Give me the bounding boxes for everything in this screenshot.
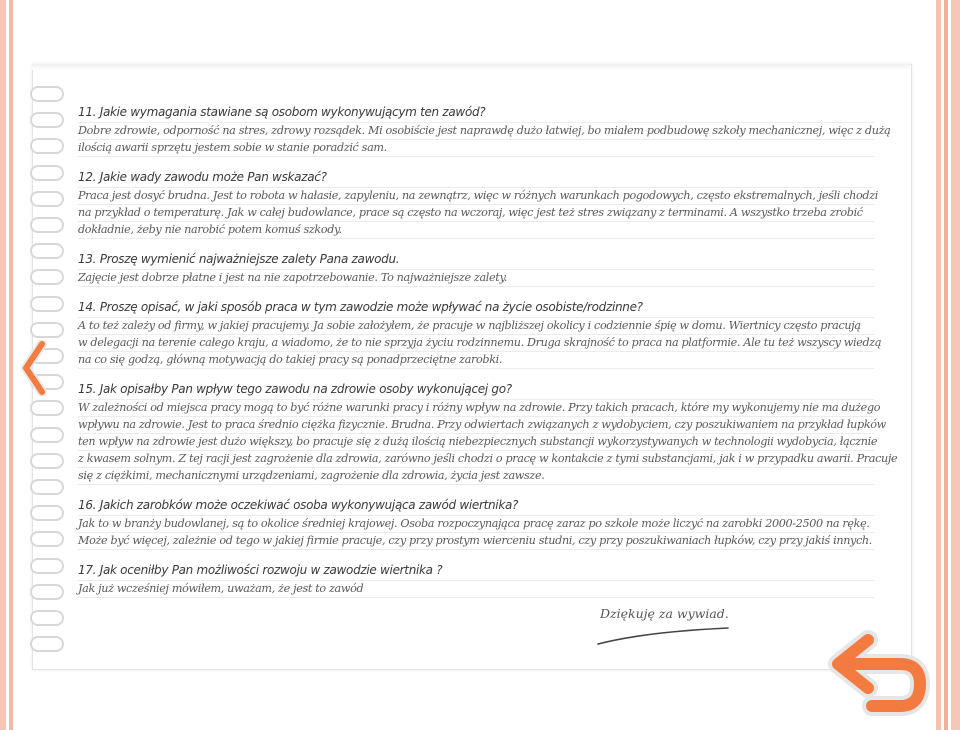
question-text: 17. Jak oceniłby Pan możliwości rozwoju w zawodzie wiertnika ? — [78, 562, 874, 581]
question-text: 11. Jakie wymagania stawiane są osobom wykonywującym ten zawód? — [78, 104, 874, 123]
answer-line: dokładnie, żeby nie narobić potem komuś szkody. — [78, 222, 874, 239]
answer-line: Jak to w branży budowlanej, są to okolice średniej krajowej. Osoba rozpoczynająca pracę zaraz po szkole może liczyć na zarobki 2000-2500 na rękę. — [78, 516, 874, 533]
closing-text: Dziękuję za wywiad. — [600, 606, 729, 621]
spiral-ring — [30, 636, 64, 652]
answer-text — [78, 188, 878, 239]
question-text: 12. Jakie wady zawodu może Pan wskazać? — [78, 169, 874, 188]
spiral-ring — [30, 112, 64, 128]
answer-line: W zależności od miejsca pracy mogą to być różne warunki pracy i różny wpływ na zdrowie. Przy takich pracach, które my wykonujemy nie ma dużego — [78, 400, 874, 417]
spiral-ring — [30, 584, 64, 600]
spiral-ring — [30, 610, 64, 626]
answer-line: na przykład o temperaturę. Jak w całej budowlance, prace są często na wczoraj, więc jest też stres związany z terminami. A wszystko trzeba zrobić — [78, 205, 874, 222]
spiral-ring — [30, 269, 64, 285]
left-decor-strip — [0, 0, 16, 730]
qa-block — [78, 104, 891, 157]
answer-text — [78, 318, 882, 369]
answer-line: Zajęcie jest dobrze płatne i jest na nie zapotrzebowanie. To najważniejsze zalety. — [78, 270, 874, 287]
spiral-ring — [30, 243, 64, 259]
qa-block — [78, 562, 874, 598]
qa-block — [78, 381, 898, 485]
qa-block — [78, 497, 874, 550]
answer-line: na co się godzą, główną motywacją do takiej pracy są ponadprzeciętne zarobki. — [78, 352, 874, 369]
answer-line: ilością awarii sprzętu jestem sobie w stanie poradzić sam. — [78, 140, 874, 157]
answer-text — [78, 581, 874, 598]
answer-text — [78, 400, 898, 485]
answer-line: A to też zależy od firmy, w jakiej pracujemy. Ja sobie założyłem, że pracuje w najbliższej okolicy i codziennie śpię w domu. Wiertnicy często pracują — [78, 318, 874, 335]
spiral-ring — [30, 400, 64, 416]
answer-text — [78, 270, 874, 287]
answer-line: się z ciężkimi, mechanicznymi urządzeniami, zagrożenie dla zdrowia, życia jest zawsze. — [78, 468, 874, 485]
answer-text — [78, 123, 891, 157]
spiral-ring — [30, 558, 64, 574]
spiral-ring — [30, 505, 64, 521]
spiral-ring — [30, 191, 64, 207]
spiral-ring — [30, 296, 64, 312]
question-text: 13. Proszę wymienić najważniejsze zalety Pana zawodu. — [78, 251, 874, 270]
right-decor-strips — [932, 0, 960, 730]
spiral-ring — [30, 86, 64, 102]
spiral-ring — [30, 479, 64, 495]
answer-text — [78, 516, 874, 550]
question-text: 15. Jak opisałby Pan wpływ tego zawodu na zdrowie osoby wykonującej go? — [78, 381, 874, 400]
answer-line: Praca jest dosyć brudna. Jest to robota w hałasie, zapyleniu, na zewnątrz, więc w różnych warunkach pogodowych, często ekstremalnych, jeśli chodzi — [78, 188, 874, 205]
qa-block — [78, 299, 882, 369]
answer-line: wpływu na zdrowie. Jest to praca średnio ciężka fizycznie. Brudna. Przy odwiertach związanych z wydobyciem, czy poszukiwaniem na przykład łupków — [78, 417, 874, 434]
chevron-left-icon[interactable] — [18, 340, 48, 396]
answer-line: z kwasem solnym. Z tej racji jest zagrożenie dla zdrowia, zarówno jeśli chodzi o pracę w kontakcie z tymi substancjami, jak i w przypadku awarii. Pracuje — [78, 451, 874, 468]
qa-block — [78, 251, 874, 287]
signature-swoosh — [596, 624, 736, 648]
answer-line: Dobre zdrowie, odporność na stres, zdrowy rozsądek. Mi osobiście jest naprawdę dużo łatwiej, bo miałem podbudowę szkoły mechanicznej, więc z dużą — [78, 123, 874, 140]
question-text: 16. Jakich zarobków może oczekiwać osoba wykonywująca zawód wiertnika? — [78, 497, 874, 516]
spiral-ring — [30, 427, 64, 443]
answer-line: ten wpływ na zdrowie jest dużo większy, bo pracuje się z dużą ilością niebezpiecznych substancji wykorzystywanych w technologii wydobycia, łącznie — [78, 434, 874, 451]
answer-line: w delegacji na terenie całego kraju, a wiadomo, że to nie sprzyja życiu rodzinnemu. Druga skrajność to praca na platformie. Ale tu też wszyscy wiedzą — [78, 335, 874, 352]
notebook-top-edge — [32, 64, 910, 70]
spiral-ring — [30, 138, 64, 154]
spiral-ring — [30, 217, 64, 233]
return-arrow-icon[interactable] — [828, 626, 930, 722]
spiral-ring — [30, 531, 64, 547]
qa-block — [78, 169, 878, 239]
interview-content — [78, 104, 898, 610]
question-text: 14. Proszę opisać, w jaki sposób praca w tym zawodzie może wpływać na życie osobiste/rodzinne? — [78, 299, 874, 318]
answer-line: Może być więcej, zależnie od tego w jakiej firmie pracuje, czy przy prostym wierceniu studni, czy przy poszukiwaniach łupków, czy przy jakiś innych. — [78, 533, 874, 550]
spiral-ring — [30, 322, 64, 338]
spiral-ring — [30, 165, 64, 181]
spiral-ring — [30, 453, 64, 469]
answer-line: Jak już wcześniej mówiłem, uważam, że jest to zawód — [78, 581, 874, 598]
